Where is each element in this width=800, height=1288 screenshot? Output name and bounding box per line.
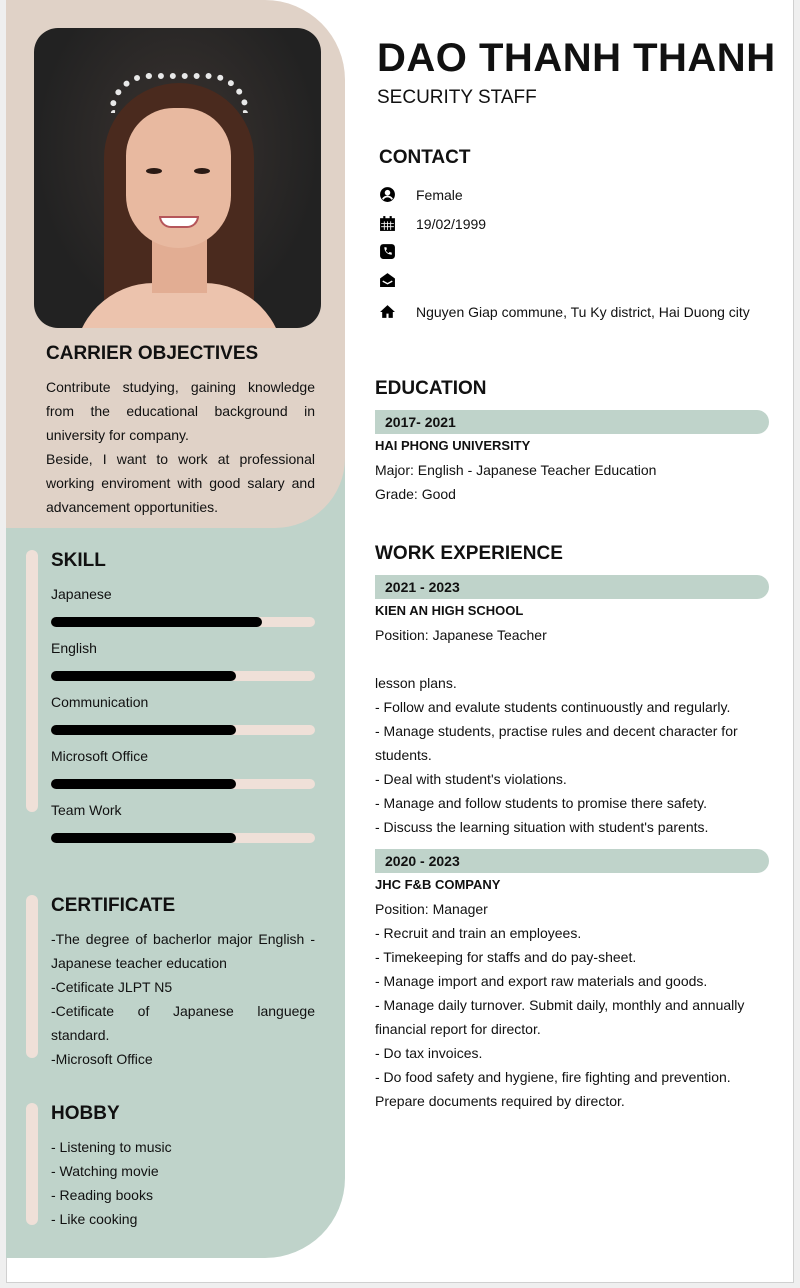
job-duty: - Recruit and train an employees. — [375, 925, 582, 941]
job-period: 2020 - 2023 — [375, 849, 769, 873]
hobby-list — [51, 1135, 320, 1231]
job-duty: - Manage and follow students to promise there safety. — [375, 795, 708, 811]
contact-email — [379, 271, 416, 288]
skill-level-track — [51, 617, 315, 627]
skill-level-fill — [51, 671, 236, 681]
skill-level-fill — [51, 617, 262, 627]
objectives-text — [46, 375, 315, 519]
job-duty: - Deal with student's violations. — [375, 771, 567, 787]
job-details — [375, 599, 775, 839]
job-position: Position: Manager — [375, 901, 488, 917]
certificate-line: -Microsoft Office — [51, 1051, 153, 1067]
skill-heading: SKILL — [51, 550, 106, 571]
job-duty: - Timekeeping for staffs and do pay-sheet. — [375, 949, 637, 965]
job-company: JHC F&B COMPANY — [375, 877, 501, 892]
certificate-text — [51, 927, 315, 1071]
job-duty: lesson plans. — [375, 675, 457, 691]
certificate-accent-bar — [26, 895, 38, 1058]
user-circle-icon — [379, 186, 396, 203]
education-details — [375, 434, 775, 506]
job-duty: - Do food safety and hygiene, fire fighting and prevention. Prepare documents required by director. — [375, 1069, 731, 1109]
home-icon — [379, 303, 396, 320]
skill-level-track — [51, 833, 315, 843]
skill-level-track — [51, 725, 315, 735]
contact-heading: CONTACT — [379, 147, 471, 168]
work-heading: WORK EXPERIENCE — [375, 543, 563, 564]
certificate-line: -Cetificate JLPT N5 — [51, 979, 173, 995]
skill-level-track — [51, 671, 315, 681]
calendar-icon — [379, 215, 396, 232]
hobby-accent-bar — [26, 1103, 38, 1225]
objectives-line: Beside, I want to work at professional working enviroment with good salary and advancement opportunities. — [46, 451, 315, 515]
certificate-line: -Cetificate of Japanese languege standard. — [51, 1003, 315, 1043]
education-school: HAI PHONG UNIVERSITY — [375, 438, 531, 453]
objectives-heading: CARRIER OBJECTIVES — [46, 343, 259, 364]
skill-level-fill — [51, 725, 236, 735]
skill-level-track — [51, 779, 315, 789]
job-duty: - Follow and evalute students continuoustly and regularly. — [375, 699, 731, 715]
education-major: Major: English - Japanese Teacher Education — [375, 462, 657, 478]
job-duty: - Discuss the learning situation with student's parents. — [375, 819, 709, 835]
skill-label: Communication — [51, 694, 149, 710]
candidate-name: DAO THANH THANH — [377, 36, 776, 80]
skill-level-fill — [51, 779, 236, 789]
hobby-item: - Watching movie — [51, 1163, 159, 1179]
phone-icon — [379, 243, 396, 260]
profile-photo — [34, 28, 321, 328]
job-period: 2021 - 2023 — [375, 575, 769, 599]
objectives-line: Contribute studying, gaining knowledge from the educational background in university for company. — [46, 379, 315, 443]
skill-label: Microsoft Office — [51, 748, 148, 764]
skill-label: Japanese — [51, 586, 112, 602]
hobby-item: - Reading books — [51, 1187, 153, 1203]
job-duty: - Manage students, practise rules and decent character for students. — [375, 723, 738, 763]
job-duty: - Manage import and export raw materials and goods. — [375, 973, 708, 989]
contact-dob — [379, 215, 486, 232]
job-position: Position: Japanese Teacher — [375, 627, 547, 643]
candidate-title: SECURITY STAFF — [377, 87, 537, 108]
certificate-heading: CERTIFICATE — [51, 895, 176, 916]
envelope-open-icon — [379, 271, 396, 288]
education-heading: EDUCATION — [375, 378, 487, 399]
hobby-heading: HOBBY — [51, 1103, 120, 1124]
job-details — [375, 873, 775, 1113]
skill-label: English — [51, 640, 97, 656]
contact-address — [379, 303, 750, 320]
address-value: Nguyen Giap commune, Tu Ky district, Hai Duong city — [416, 303, 750, 320]
contact-gender — [379, 186, 463, 203]
skill-accent-bar — [26, 550, 38, 812]
contact-phone — [379, 243, 416, 260]
hobby-item: - Like cooking — [51, 1211, 138, 1227]
skill-level-fill — [51, 833, 236, 843]
certificate-line: -The degree of bacherlor major English - Japanese teacher education — [51, 931, 315, 971]
job-duty: - Do tax invoices. — [375, 1045, 483, 1061]
job-duty: - Manage daily turnover. Submit daily, monthly and annually financial report for director. — [375, 997, 745, 1037]
gender-value: Female — [416, 186, 463, 203]
education-grade: Grade: Good — [375, 486, 456, 502]
hobby-item: - Listening to music — [51, 1139, 172, 1155]
education-period: 2017- 2021 — [375, 410, 769, 434]
job-company: KIEN AN HIGH SCHOOL — [375, 603, 524, 618]
dob-value: 19/02/1999 — [416, 215, 487, 232]
skill-label: Team Work — [51, 802, 122, 818]
